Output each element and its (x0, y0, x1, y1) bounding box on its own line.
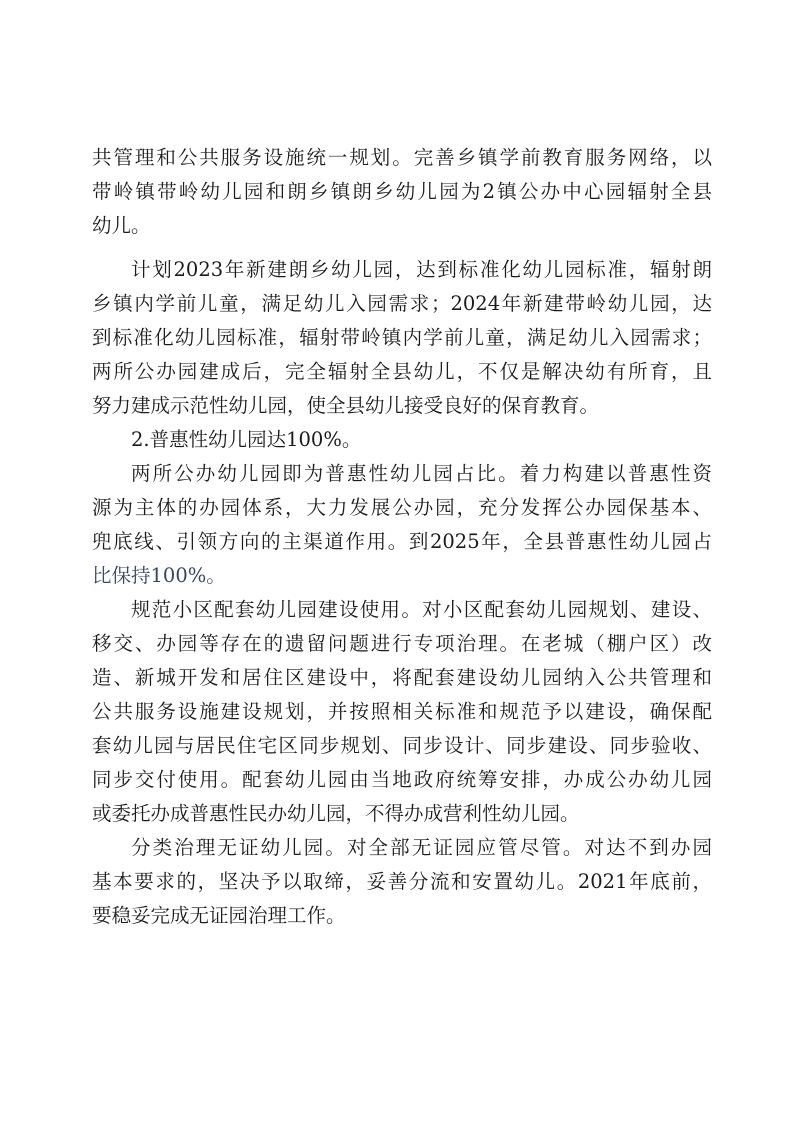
paragraph-line: 公共服务设施建设规划，并按照相关标准和规范予以建设，确保配 (92, 700, 712, 723)
paragraph-line: 要稳妥完成无证园治理工作。 (92, 904, 346, 927)
paragraph-line: 幼儿。 (92, 214, 151, 237)
document-body (92, 141, 712, 933)
paragraph-line: 乡镇内学前儿童，满足幼儿入园需求；2024年新建带岭幼儿园，达 (92, 292, 712, 315)
paragraph-line: 两所公办园建成后，完全辐射全县幼儿，不仅是解决幼有所育，且 (92, 360, 712, 383)
paragraph-line: 带岭镇带岭幼儿园和朗乡镇朗乡幼儿园为2镇公办中心园辐射全县 (92, 180, 712, 203)
paragraph-line: 计划2023年新建朗乡幼儿园，达到标准化幼儿园标准，辐射朗 (131, 258, 712, 281)
paragraph-line: 移交、办园等存在的遗留问题进行专项治理。在老城（棚户区）改 (92, 632, 712, 655)
paragraph-line: 规范小区配套幼儿园建设使用。对小区配套幼儿园规划、建设、 (131, 598, 712, 621)
paragraph-line: 两所公办幼儿园即为普惠性幼儿园占比。着力构建以普惠性资 (131, 462, 712, 485)
paragraph-line: 比保持100%。 (92, 564, 226, 587)
paragraph-line: 源为主体的办园体系，大力发展公办园，充分发挥公办园保基本、 (92, 496, 712, 519)
paragraph-line: 兜底线、引领方向的主渠道作用。到2025年，全县普惠性幼儿园占 (92, 530, 712, 553)
paragraph-line: 共管理和公共服务设施统一规划。完善乡镇学前教育服务网络，以 (92, 146, 712, 169)
paragraph-line: 努力建成示范性幼儿园，使全县幼儿接受良好的保育教育。 (92, 394, 600, 417)
paragraph-line: 同步交付使用。配套幼儿园由当地政府统筹安排，办成公办幼儿园 (92, 768, 712, 791)
section-heading: 2.普惠性幼儿园达100%。 (131, 428, 362, 451)
paragraph-line: 分类治理无证幼儿园。对全部无证园应管尽管。对达不到办园 (131, 836, 712, 859)
paragraph-line: 或委托办成普惠性民办幼儿园，不得办成营利性幼儿园。 (92, 802, 580, 825)
paragraph-line: 基本要求的，坚决予以取缔，妥善分流和安置幼儿。2021年底前， (92, 870, 712, 893)
paragraph-line: 套幼儿园与居民住宅区同步规划、同步设计、同步建设、同步验收、 (92, 734, 712, 757)
paragraph-line: 到标准化幼儿园标准，辐射带岭镇内学前儿童，满足幼儿入园需求； (92, 326, 712, 349)
paragraph-line: 造、新城开发和居住区建设中，将配套建设幼儿园纳入公共管理和 (92, 666, 712, 689)
